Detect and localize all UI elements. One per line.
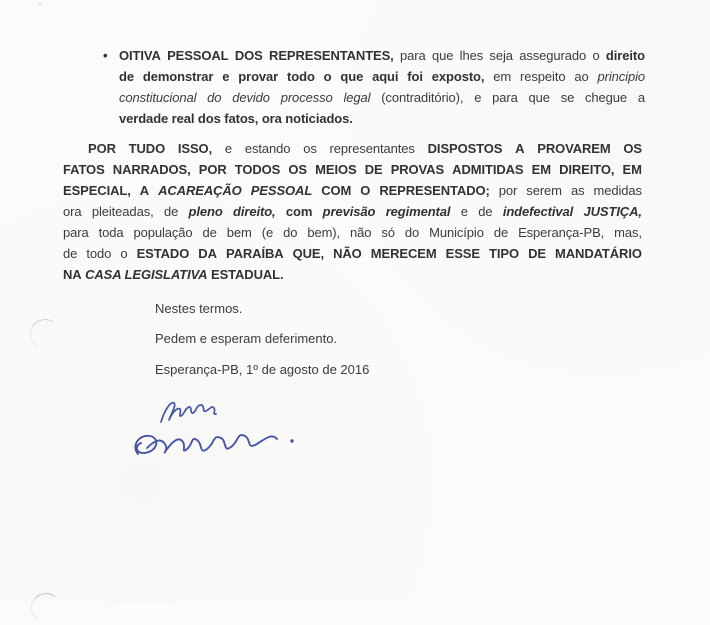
word: devido (232, 90, 270, 105)
word: DOS (234, 48, 263, 63)
word: POR (88, 141, 116, 156)
word: população (133, 225, 193, 240)
word: EM (622, 162, 642, 177)
word: ESPECIAL, (63, 183, 131, 198)
word: foi (407, 69, 423, 84)
word: TODOS (234, 162, 281, 177)
word: que (340, 69, 364, 84)
signature-block (130, 396, 330, 474)
word: os (303, 141, 317, 156)
word: COM (321, 183, 352, 198)
text-line (119, 108, 645, 129)
signature-2-stroke (135, 435, 277, 454)
word: POR (198, 162, 227, 177)
word: TUDO (128, 141, 166, 156)
hole-punch-mark (27, 316, 63, 352)
word: de (119, 69, 134, 84)
closing-line-place-date: Esperança-PB, 1º de agosto de 2016 (155, 362, 370, 377)
word: as (570, 183, 585, 198)
word: para (492, 90, 518, 105)
bullet-paragraph-text (119, 45, 645, 129)
word: toda (98, 225, 124, 240)
word: bem), (307, 225, 341, 240)
word: a (637, 90, 645, 105)
word: estando (244, 141, 291, 156)
word: o (323, 69, 332, 84)
text-segment: ESTADUAL. (207, 267, 284, 282)
word: A (515, 141, 525, 156)
text-segment: NA (63, 267, 82, 282)
word: MERECEM (370, 246, 437, 261)
word: indefectival (502, 204, 574, 219)
word: de (478, 204, 493, 219)
word: DIREITO, (559, 162, 615, 177)
word: se (560, 90, 575, 105)
word: ISSO, (177, 141, 213, 156)
word: o (120, 246, 128, 261)
word: legal (343, 90, 371, 105)
word: REPRESENTADO; (379, 183, 490, 198)
word: respeito (520, 69, 566, 84)
word: bem (226, 225, 252, 240)
word: serem (526, 183, 562, 198)
text-line (63, 159, 642, 180)
word: NARRADOS, (112, 162, 191, 177)
word: e (474, 90, 482, 105)
word: representantes (329, 141, 415, 156)
hole-punch-mark (30, 592, 63, 625)
main-paragraph (63, 138, 642, 285)
word: assegurado (519, 48, 587, 63)
text-line (119, 66, 645, 87)
text-line (63, 222, 642, 243)
word: do (207, 90, 222, 105)
word: ESSE (445, 246, 480, 261)
word: TIPO (489, 246, 519, 261)
word: MANDATÁRIO (555, 246, 642, 261)
word: todo (86, 246, 112, 261)
word: DISPOSTOS (427, 141, 503, 156)
word: EM (531, 162, 551, 177)
text-segment: CASA LEGISLATIVA (81, 267, 208, 282)
word: regimental (385, 204, 451, 219)
text-line (63, 243, 642, 264)
word: direito, (233, 204, 276, 219)
text-line (119, 87, 645, 108)
word: chegue (585, 90, 628, 105)
word: DE (528, 246, 546, 261)
word: JUSTIÇA, (583, 204, 642, 219)
word: Município (429, 225, 484, 240)
word: com (285, 204, 313, 219)
word: de (63, 246, 78, 261)
word: (e (261, 225, 274, 240)
word: PESSOAL (250, 183, 313, 198)
word: PROVAREM (537, 141, 611, 156)
word: DA (198, 246, 217, 261)
word: constitucional (119, 90, 197, 105)
word: ADMITIDAS (452, 162, 524, 177)
word: ora (63, 204, 82, 219)
signature-end-dot (290, 439, 293, 442)
word: só (381, 225, 395, 240)
word: OS (623, 141, 642, 156)
word: MEIOS (315, 162, 357, 177)
word: e (224, 141, 233, 156)
word: DE (364, 162, 383, 177)
word: A (139, 183, 150, 198)
word: processo (280, 90, 333, 105)
text-line (63, 201, 642, 222)
word: medidas (593, 183, 642, 198)
word: direito (605, 48, 645, 63)
word: PESSOAL (167, 48, 229, 63)
word: PROVAS (390, 162, 445, 177)
word: não (350, 225, 372, 240)
word: QUE, (292, 246, 325, 261)
word: O (360, 183, 371, 198)
word: que (528, 90, 550, 105)
word: pleno (188, 204, 223, 219)
signature-1-stroke (161, 403, 216, 422)
closing-line-nestes-termos: Nestes termos. (155, 301, 243, 316)
text-segment: verdade real dos fatos, ora noticiados. (119, 111, 353, 126)
word: para (63, 225, 89, 240)
word: ESTADO (136, 246, 190, 261)
word: do (404, 225, 420, 240)
text-line (119, 45, 645, 66)
word: NÃO (333, 246, 362, 261)
word: seja (489, 48, 513, 63)
word: principio (597, 69, 645, 84)
bullet-paragraph (103, 45, 645, 129)
word: FATOS (63, 162, 105, 177)
word: de (202, 225, 217, 240)
bullet-marker: • (103, 48, 108, 63)
word: lhes (459, 48, 484, 63)
word: provar (238, 69, 279, 84)
word: e (222, 69, 230, 84)
word: REPRESENTANTES, (269, 48, 394, 63)
word: de (493, 225, 509, 240)
word: PARAÍBA (225, 246, 284, 261)
word: aqui (372, 69, 399, 84)
word: do (283, 225, 298, 240)
text-line (63, 138, 642, 159)
word: que (431, 48, 454, 63)
word: previsão (322, 204, 376, 219)
word: o (592, 48, 600, 63)
word: todo (287, 69, 315, 84)
word: ao (574, 69, 589, 84)
signature-ink (130, 396, 330, 474)
word: (contraditório), (381, 90, 464, 105)
scan-artifact: ˜ (38, 1, 43, 12)
word: em (493, 69, 512, 84)
word: Esperança-PB, (518, 225, 605, 240)
word: OITIVA (119, 48, 161, 63)
word: demonstrar (142, 69, 214, 84)
word: e (460, 204, 468, 219)
word: para (400, 48, 426, 63)
closing-line-pedem-deferimento: Pedem e esperam deferimento. (155, 331, 338, 346)
word: ACAREAÇÃO (158, 183, 242, 198)
word: por (498, 183, 518, 198)
word: OS (288, 162, 307, 177)
text-line (63, 264, 642, 285)
word: pleiteadas, (91, 204, 154, 219)
text-line (63, 180, 642, 201)
word: exposto, (431, 69, 485, 84)
word: de (163, 204, 179, 219)
word: mas, (614, 225, 642, 240)
